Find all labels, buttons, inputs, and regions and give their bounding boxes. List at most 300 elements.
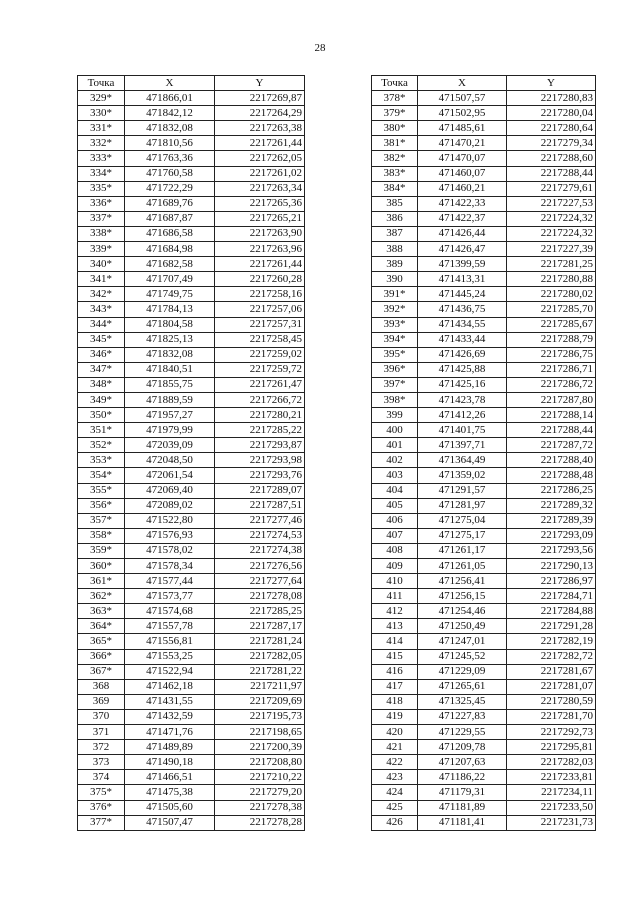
cell-y: 2217198,65 — [215, 725, 305, 740]
cell-point: 412 — [372, 604, 418, 619]
cell-point: 394* — [372, 332, 418, 347]
cell-x: 471578,34 — [125, 559, 215, 574]
cell-y: 2217289,07 — [215, 483, 305, 498]
cell-point: 407 — [372, 528, 418, 543]
table-row — [372, 725, 596, 740]
cell-y: 2217263,34 — [215, 181, 305, 196]
cell-y: 2217285,67 — [507, 317, 596, 332]
table-row — [78, 755, 305, 770]
cell-point: 424 — [372, 785, 418, 800]
table-row — [372, 453, 596, 468]
table-row — [78, 392, 305, 407]
cell-y: 2217195,73 — [215, 709, 305, 724]
table-row — [372, 664, 596, 679]
cell-point: 392* — [372, 302, 418, 317]
cell-x: 471412,26 — [418, 408, 507, 423]
cell-point: 420 — [372, 725, 418, 740]
cell-x: 471432,59 — [125, 709, 215, 724]
table-row — [372, 287, 596, 302]
cell-y: 2217265,36 — [215, 196, 305, 211]
cell-point: 384* — [372, 181, 418, 196]
cell-point: 422 — [372, 755, 418, 770]
table-row — [372, 438, 596, 453]
cell-x: 471179,31 — [418, 785, 507, 800]
cell-point: 356* — [78, 498, 125, 513]
cell-x: 471434,55 — [418, 317, 507, 332]
cell-y: 2217233,50 — [507, 800, 596, 815]
cell-point: 415 — [372, 649, 418, 664]
cell-y: 2217259,72 — [215, 362, 305, 377]
cell-y: 2217263,90 — [215, 226, 305, 241]
cell-y: 2217280,59 — [507, 694, 596, 709]
cell-x: 471840,51 — [125, 362, 215, 377]
table-row — [78, 211, 305, 226]
table-row — [78, 362, 305, 377]
cell-y: 2217289,32 — [507, 498, 596, 513]
cell-y: 2217264,29 — [215, 106, 305, 121]
cell-point: 360* — [78, 559, 125, 574]
cell-y: 2217290,13 — [507, 559, 596, 574]
cell-y: 2217224,32 — [507, 211, 596, 226]
cell-x: 471687,87 — [125, 211, 215, 226]
cell-y: 2217285,22 — [215, 423, 305, 438]
table-row — [372, 242, 596, 257]
cell-point: 331* — [78, 121, 125, 136]
cell-y: 2217293,56 — [507, 543, 596, 558]
table-row — [78, 377, 305, 392]
cell-y: 2217261,02 — [215, 166, 305, 181]
cell-y: 2217280,88 — [507, 272, 596, 287]
cell-point: 342* — [78, 287, 125, 302]
cell-point: 405 — [372, 498, 418, 513]
cell-x: 471426,69 — [418, 347, 507, 362]
cell-point: 389 — [372, 257, 418, 272]
cell-x: 471460,07 — [418, 166, 507, 181]
cell-y: 2217233,81 — [507, 770, 596, 785]
table-row — [78, 725, 305, 740]
cell-x: 471425,16 — [418, 377, 507, 392]
cell-y: 2217224,32 — [507, 226, 596, 241]
cell-point: 340* — [78, 257, 125, 272]
cell-y: 2217288,79 — [507, 332, 596, 347]
table-row — [78, 604, 305, 619]
cell-y: 2217257,06 — [215, 302, 305, 317]
cell-point: 404 — [372, 483, 418, 498]
cell-point: 426 — [372, 815, 418, 830]
cell-x: 471445,24 — [418, 287, 507, 302]
cell-point: 345* — [78, 332, 125, 347]
table-row — [372, 408, 596, 423]
table-row — [78, 287, 305, 302]
cell-point: 400 — [372, 423, 418, 438]
cell-y: 2217281,67 — [507, 664, 596, 679]
table-row — [78, 408, 305, 423]
cell-y: 2217227,39 — [507, 242, 596, 257]
table-row — [372, 226, 596, 241]
table-row — [372, 166, 596, 181]
cell-x: 471573,77 — [125, 589, 215, 604]
cell-point: 346* — [78, 347, 125, 362]
table-row — [372, 649, 596, 664]
cell-y: 2217279,61 — [507, 181, 596, 196]
cell-y: 2217279,20 — [215, 785, 305, 800]
cell-point: 376* — [78, 800, 125, 815]
cell-point: 396* — [372, 362, 418, 377]
cell-y: 2217291,28 — [507, 619, 596, 634]
cell-x: 471422,33 — [418, 196, 507, 211]
table-row — [78, 800, 305, 815]
cell-x: 471489,89 — [125, 740, 215, 755]
table-row — [78, 91, 305, 106]
cell-x: 471502,95 — [418, 106, 507, 121]
table-row — [78, 106, 305, 121]
table-header-row — [78, 76, 305, 91]
cell-point: 349* — [78, 392, 125, 407]
cell-y: 2217288,14 — [507, 408, 596, 423]
cell-y: 2217269,87 — [215, 91, 305, 106]
cell-point: 348* — [78, 377, 125, 392]
table-row — [372, 196, 596, 211]
cell-y: 2217277,64 — [215, 574, 305, 589]
table-row — [78, 257, 305, 272]
cell-point: 402 — [372, 453, 418, 468]
table-row — [372, 272, 596, 287]
cell-x: 471256,41 — [418, 574, 507, 589]
cell-point: 365* — [78, 634, 125, 649]
cell-x: 471359,02 — [418, 468, 507, 483]
cell-point: 391* — [372, 287, 418, 302]
table-row — [372, 423, 596, 438]
cell-point: 380* — [372, 121, 418, 136]
cell-x: 472061,54 — [125, 468, 215, 483]
cell-point: 334* — [78, 166, 125, 181]
cell-point: 351* — [78, 423, 125, 438]
cell-point: 419 — [372, 709, 418, 724]
cell-point: 329* — [78, 91, 125, 106]
table-row — [78, 664, 305, 679]
cell-point: 398* — [372, 392, 418, 407]
table-row — [78, 543, 305, 558]
cell-y: 2217288,48 — [507, 468, 596, 483]
table-row — [372, 483, 596, 498]
cell-y: 2217288,44 — [507, 423, 596, 438]
cell-point: 373 — [78, 755, 125, 770]
cell-x: 471485,61 — [418, 121, 507, 136]
header-y: Y — [507, 76, 596, 91]
cell-y: 2217279,34 — [507, 136, 596, 151]
cell-y: 2217293,76 — [215, 468, 305, 483]
cell-x: 472039,09 — [125, 438, 215, 453]
page-number: 28 — [314, 42, 326, 54]
cell-y: 2217286,71 — [507, 362, 596, 377]
cell-x: 471364,49 — [418, 453, 507, 468]
table-row — [78, 679, 305, 694]
table-row — [372, 815, 596, 830]
cell-x: 471275,17 — [418, 528, 507, 543]
table-row — [78, 317, 305, 332]
cell-y: 2217287,72 — [507, 438, 596, 453]
table-row — [78, 589, 305, 604]
cell-y: 2217234,11 — [507, 785, 596, 800]
cell-x: 471245,52 — [418, 649, 507, 664]
cell-point: 359* — [78, 543, 125, 558]
cell-x: 471207,63 — [418, 755, 507, 770]
cell-x: 471181,89 — [418, 800, 507, 815]
cell-x: 471825,13 — [125, 332, 215, 347]
cell-y: 2217274,53 — [215, 528, 305, 543]
cell-x: 471325,45 — [418, 694, 507, 709]
table-row — [372, 559, 596, 574]
cell-x: 471399,59 — [418, 257, 507, 272]
cell-x: 471462,18 — [125, 679, 215, 694]
cell-y: 2217262,05 — [215, 151, 305, 166]
cell-x: 471889,59 — [125, 392, 215, 407]
cell-point: 364* — [78, 619, 125, 634]
cell-point: 417 — [372, 679, 418, 694]
cell-point: 339* — [78, 242, 125, 257]
cell-x: 471291,57 — [418, 483, 507, 498]
cell-point: 409 — [372, 559, 418, 574]
table-row — [78, 302, 305, 317]
cell-x: 471436,75 — [418, 302, 507, 317]
cell-x: 471401,75 — [418, 423, 507, 438]
table-row — [372, 604, 596, 619]
table-header-row — [372, 76, 596, 91]
cell-point: 354* — [78, 468, 125, 483]
cell-y: 2217258,45 — [215, 332, 305, 347]
cell-y: 2217261,44 — [215, 257, 305, 272]
cell-y: 2217282,19 — [507, 634, 596, 649]
table-row — [78, 634, 305, 649]
table-body-left — [78, 91, 305, 831]
cell-x: 471784,13 — [125, 302, 215, 317]
cell-y: 2217288,60 — [507, 151, 596, 166]
table-row — [78, 272, 305, 287]
cell-x: 471507,47 — [125, 815, 215, 830]
cell-point: 352* — [78, 438, 125, 453]
table-row — [78, 121, 305, 136]
cell-point: 416 — [372, 664, 418, 679]
table-row — [372, 694, 596, 709]
cell-point: 338* — [78, 226, 125, 241]
table-row — [78, 785, 305, 800]
cell-y: 2217286,75 — [507, 347, 596, 362]
cell-x: 471471,76 — [125, 725, 215, 740]
cell-y: 2217277,46 — [215, 513, 305, 528]
cell-x: 471256,15 — [418, 589, 507, 604]
cell-x: 471254,46 — [418, 604, 507, 619]
cell-point: 375* — [78, 785, 125, 800]
cell-x: 471832,08 — [125, 347, 215, 362]
table-row — [372, 91, 596, 106]
table-row — [372, 619, 596, 634]
cell-point: 368 — [78, 679, 125, 694]
cell-point: 423 — [372, 770, 418, 785]
cell-x: 471413,31 — [418, 272, 507, 287]
cell-point: 406 — [372, 513, 418, 528]
cell-x: 471265,61 — [418, 679, 507, 694]
cell-y: 2217287,80 — [507, 392, 596, 407]
cell-x: 471979,99 — [125, 423, 215, 438]
cell-point: 357* — [78, 513, 125, 528]
cell-y: 2217278,28 — [215, 815, 305, 830]
cell-x: 471763,36 — [125, 151, 215, 166]
cell-point: 383* — [372, 166, 418, 181]
cell-point: 395* — [372, 347, 418, 362]
cell-x: 471577,44 — [125, 574, 215, 589]
cell-x: 471760,58 — [125, 166, 215, 181]
cell-y: 2217280,21 — [215, 408, 305, 423]
table-row — [78, 574, 305, 589]
table-row — [372, 106, 596, 121]
cell-x: 471832,08 — [125, 121, 215, 136]
cell-y: 2217284,71 — [507, 589, 596, 604]
cell-y: 2217263,96 — [215, 242, 305, 257]
table-row — [372, 257, 596, 272]
cell-x: 471522,80 — [125, 513, 215, 528]
cell-y: 2217293,98 — [215, 453, 305, 468]
cell-y: 2217209,69 — [215, 694, 305, 709]
cell-x: 471431,55 — [125, 694, 215, 709]
cell-x: 471505,60 — [125, 800, 215, 815]
cell-point: 369 — [78, 694, 125, 709]
cell-x: 472069,40 — [125, 483, 215, 498]
cell-point: 387 — [372, 226, 418, 241]
cell-y: 2217285,70 — [507, 302, 596, 317]
cell-point: 381* — [372, 136, 418, 151]
cell-point: 353* — [78, 453, 125, 468]
table-row — [372, 302, 596, 317]
cell-point: 408 — [372, 543, 418, 558]
cell-x: 471247,01 — [418, 634, 507, 649]
cell-point: 425 — [372, 800, 418, 815]
table-row — [78, 151, 305, 166]
cell-x: 471722,29 — [125, 181, 215, 196]
cell-x: 471553,25 — [125, 649, 215, 664]
cell-point: 379* — [372, 106, 418, 121]
cell-point: 355* — [78, 483, 125, 498]
table-row — [372, 181, 596, 196]
cell-y: 2217282,72 — [507, 649, 596, 664]
cell-point: 390 — [372, 272, 418, 287]
table-row — [372, 136, 596, 151]
cell-point: 385 — [372, 196, 418, 211]
cell-x: 471749,75 — [125, 287, 215, 302]
cell-y: 2217284,88 — [507, 604, 596, 619]
table-row — [372, 332, 596, 347]
cell-x: 471209,78 — [418, 740, 507, 755]
table-row — [372, 589, 596, 604]
cell-y: 2217274,38 — [215, 543, 305, 558]
cell-point: 367* — [78, 664, 125, 679]
cell-y: 2217276,56 — [215, 559, 305, 574]
cell-x: 471229,09 — [418, 664, 507, 679]
cell-x: 471866,01 — [125, 91, 215, 106]
cell-x: 471422,37 — [418, 211, 507, 226]
table-row — [78, 226, 305, 241]
cell-x: 471804,58 — [125, 317, 215, 332]
cell-point: 411 — [372, 589, 418, 604]
cell-x: 471578,02 — [125, 543, 215, 558]
header-y: Y — [215, 76, 305, 91]
header-x: X — [125, 76, 215, 91]
table-row — [78, 166, 305, 181]
cell-y: 2217282,03 — [507, 755, 596, 770]
cell-y: 2217278,38 — [215, 800, 305, 815]
cell-y: 2217280,83 — [507, 91, 596, 106]
cell-point: 363* — [78, 604, 125, 619]
cell-x: 471470,07 — [418, 151, 507, 166]
table-row — [78, 438, 305, 453]
cell-x: 471466,51 — [125, 770, 215, 785]
cell-y: 2217280,02 — [507, 287, 596, 302]
cell-x: 471686,58 — [125, 226, 215, 241]
cell-y: 2217285,25 — [215, 604, 305, 619]
table-body-right — [372, 91, 596, 831]
cell-point: 418 — [372, 694, 418, 709]
table-row — [372, 151, 596, 166]
cell-point: 347* — [78, 362, 125, 377]
cell-x: 471842,12 — [125, 106, 215, 121]
cell-x: 471250,49 — [418, 619, 507, 634]
cell-point: 343* — [78, 302, 125, 317]
cell-x: 471470,21 — [418, 136, 507, 151]
cell-y: 2217208,80 — [215, 755, 305, 770]
cell-x: 471397,71 — [418, 438, 507, 453]
table-row — [372, 770, 596, 785]
cell-point: 403 — [372, 468, 418, 483]
header-x: X — [418, 76, 507, 91]
cell-y: 2217281,25 — [507, 257, 596, 272]
cell-x: 471689,76 — [125, 196, 215, 211]
cell-point: 413 — [372, 619, 418, 634]
cell-x: 471261,05 — [418, 559, 507, 574]
cell-point: 382* — [372, 151, 418, 166]
cell-y: 2217211,97 — [215, 679, 305, 694]
table-row — [372, 377, 596, 392]
cell-y: 2217266,72 — [215, 392, 305, 407]
cell-point: 388 — [372, 242, 418, 257]
table-row — [372, 513, 596, 528]
cell-x: 471574,68 — [125, 604, 215, 619]
table-row — [372, 543, 596, 558]
table-row — [372, 740, 596, 755]
cell-x: 471426,44 — [418, 226, 507, 241]
table-row — [78, 740, 305, 755]
header-point: Точка — [372, 76, 418, 91]
cell-y: 2217257,31 — [215, 317, 305, 332]
table-row — [78, 181, 305, 196]
cell-x: 471707,49 — [125, 272, 215, 287]
cell-x: 471490,18 — [125, 755, 215, 770]
cell-y: 2217289,39 — [507, 513, 596, 528]
cell-x: 471181,41 — [418, 815, 507, 830]
cell-point: 374 — [78, 770, 125, 785]
cell-y: 2217278,08 — [215, 589, 305, 604]
cell-y: 2217261,44 — [215, 136, 305, 151]
cell-x: 471275,04 — [418, 513, 507, 528]
cell-x: 471281,97 — [418, 498, 507, 513]
cell-y: 2217286,97 — [507, 574, 596, 589]
cell-x: 471557,78 — [125, 619, 215, 634]
cell-y: 2217288,40 — [507, 453, 596, 468]
cell-point: 362* — [78, 589, 125, 604]
cell-y: 2217281,22 — [215, 664, 305, 679]
cell-x: 471460,21 — [418, 181, 507, 196]
table-row — [372, 785, 596, 800]
table-row — [372, 679, 596, 694]
cell-x: 471426,47 — [418, 242, 507, 257]
